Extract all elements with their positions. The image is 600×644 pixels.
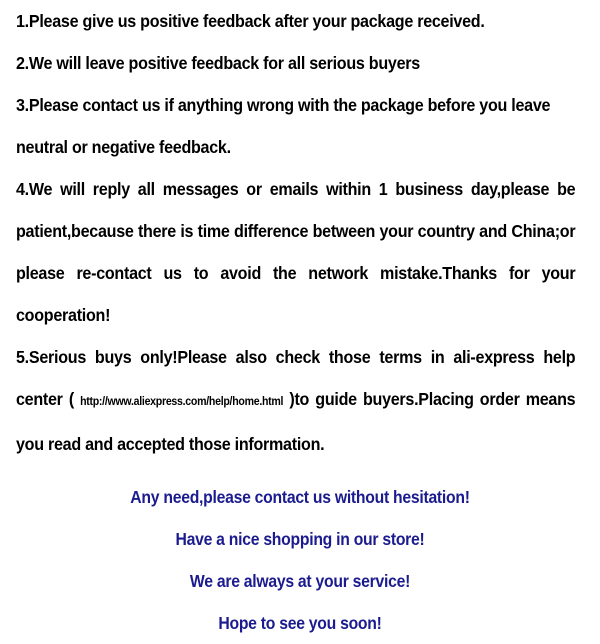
notice-item-4: 4.We will reply all messages or emails within 1 business day,please be patient,because there is time difference between your country and China;or please re-contact us to avoid the network mistake.Thanks for your cooperation! — [16, 179, 576, 325]
notice-item-5-text-after: )to guide buyers.Placing order means you read and accepted those information. — [16, 389, 576, 454]
notice-item-5-text-before: 5.Serious buys only!Please also check those terms in ali-express help center ( — [16, 347, 576, 409]
notice-list — [16, 0, 575, 465]
notice-item-1: 1.Please give us positive feedback after your package received. — [16, 11, 485, 31]
footer-line-contact: Any need,please contact us without hesitation! — [130, 487, 470, 507]
notice-item-3: 3.Please contact us if anything wrong with the package before you leave neutral or negative feedback. — [16, 95, 551, 157]
notice-item-2: 2.We will leave positive feedback for all serious buyers — [16, 53, 420, 73]
footer-line-see-you: Hope to see you soon! — [218, 613, 382, 633]
help-center-url: http://www.aliexpress.com/help/home.html — [80, 396, 284, 408]
notice-item-5 — [16, 336, 575, 465]
footer-line-shopping: Have a nice shopping in our store! — [175, 529, 425, 549]
footer-messages — [0, 476, 600, 644]
footer-line-service: We are always at your service! — [189, 571, 411, 591]
